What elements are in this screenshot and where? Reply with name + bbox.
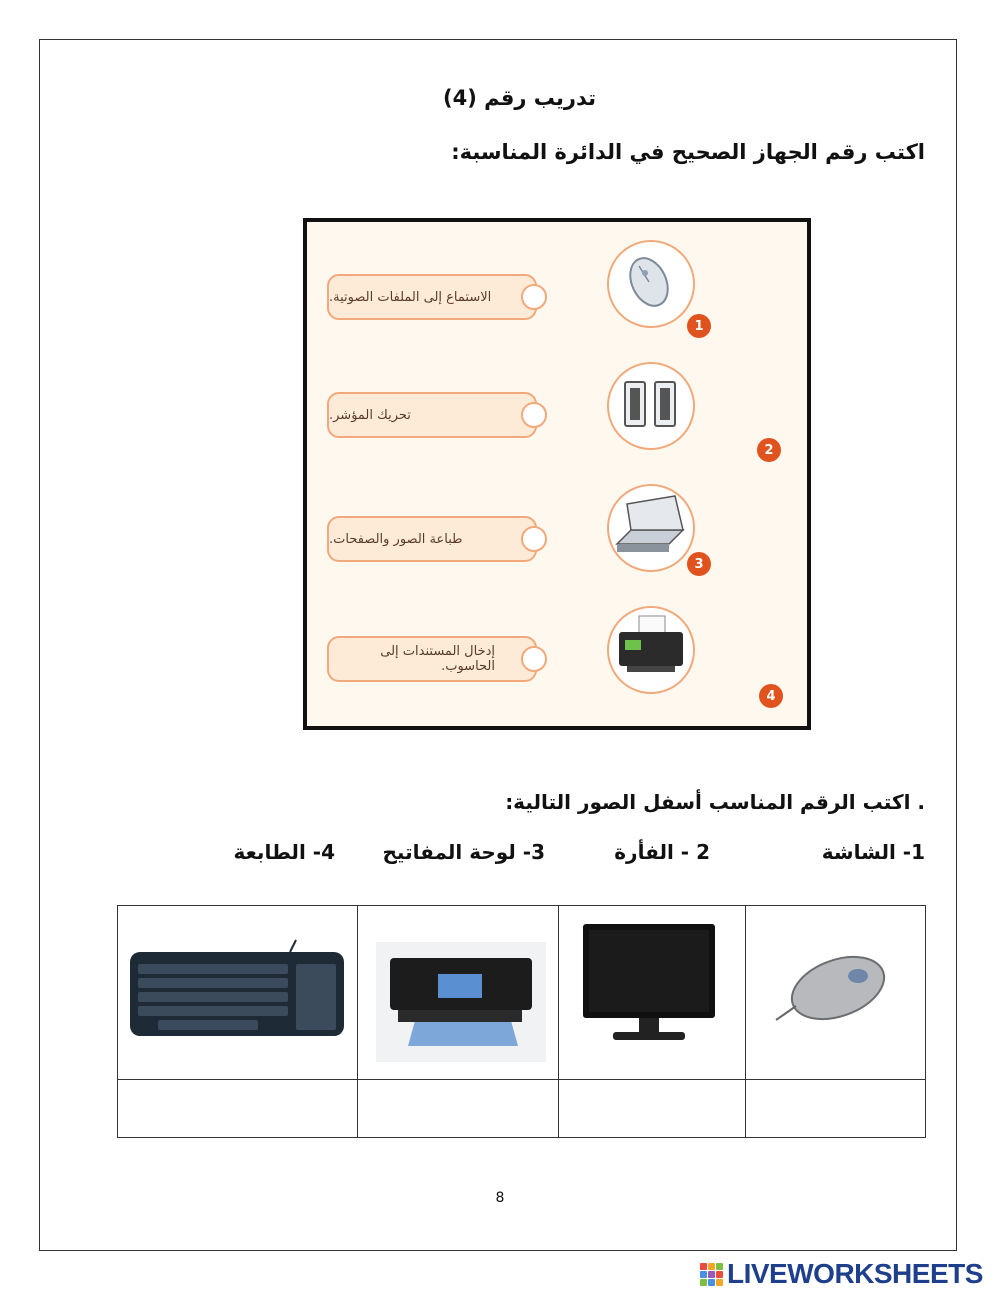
scanner-icon — [609, 486, 693, 570]
brand-icon — [700, 1263, 723, 1286]
device-number-badge: 3 — [687, 552, 711, 576]
answer-cell[interactable] — [358, 1080, 559, 1138]
monitor-icon — [559, 906, 745, 1075]
devices-table — [117, 905, 926, 1138]
answer-circle[interactable] — [521, 284, 547, 310]
option-item: 2 - الفأرة — [614, 840, 710, 864]
function-label: طباعة الصور والصفحات. — [329, 531, 463, 547]
device-circle — [607, 484, 695, 572]
printer-icon — [609, 608, 693, 692]
instruction-label: . اكتب الرقم المناسب أسفل الصور التالية: — [505, 790, 925, 814]
function-label: تحريك المؤشر. — [329, 407, 411, 423]
brand-name: LIVEWORKSHEETS — [727, 1258, 983, 1289]
device-number-badge: 4 — [759, 684, 783, 708]
answer-circle[interactable] — [521, 402, 547, 428]
function-label: الاستماع إلى الملفات الصوتية. — [329, 289, 492, 305]
table-image-cell — [746, 906, 926, 1080]
answer-cell[interactable] — [559, 1080, 746, 1138]
table-image-row — [118, 906, 926, 1080]
option-item: 1- الشاشة — [821, 840, 925, 864]
printer-icon — [358, 906, 558, 1075]
answer-cell[interactable] — [746, 1080, 926, 1138]
mouse-icon — [746, 906, 925, 1075]
mouse-icon — [609, 242, 693, 326]
table-image-cell — [559, 906, 746, 1080]
brand-logo — [700, 1258, 983, 1290]
function-pill — [327, 392, 537, 438]
speakers-icon — [609, 364, 693, 448]
table-image-cell — [118, 906, 358, 1080]
exercise-title: تدريب رقم (4) — [443, 86, 596, 110]
option-item: 4- الطابعة — [233, 840, 335, 864]
function-label: إدخال المستندات إلى الحاسوب. — [380, 644, 495, 674]
keyboard-icon — [118, 906, 357, 1075]
device-circle — [607, 606, 695, 694]
matching-exercise-image — [303, 218, 811, 730]
function-pill — [327, 274, 537, 320]
device-circle — [607, 240, 695, 328]
function-pill — [327, 636, 537, 682]
answer-cell[interactable] — [118, 1080, 358, 1138]
answer-circle[interactable] — [521, 526, 547, 552]
option-item: 3- لوحة المفاتيح — [382, 840, 545, 864]
device-number-badge: 2 — [757, 438, 781, 462]
answer-circle[interactable] — [521, 646, 547, 672]
table-answer-row — [118, 1080, 926, 1138]
device-number-badge: 1 — [687, 314, 711, 338]
device-circle — [607, 362, 695, 450]
table-image-cell — [358, 906, 559, 1080]
page-number: 8 — [495, 1190, 505, 1206]
instruction-match: اكتب رقم الجهاز الصحيح في الدائرة المناسبة: — [451, 140, 925, 164]
function-pill — [327, 516, 537, 562]
